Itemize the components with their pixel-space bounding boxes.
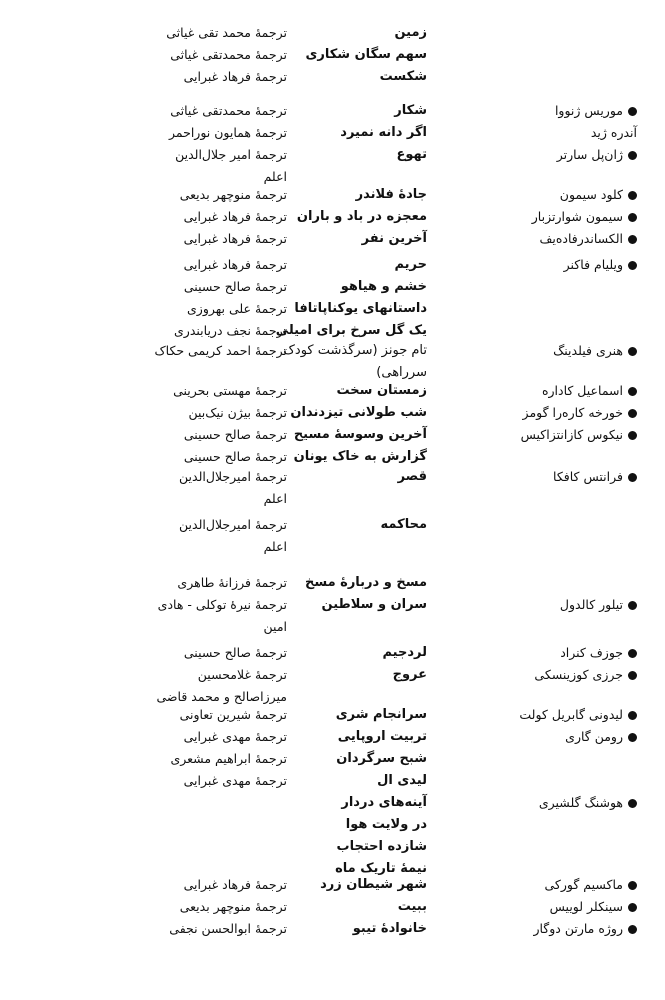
translator-credit: ترجمهٔ فرهاد غبرایی (183, 209, 287, 224)
author-label: اسماعیل کاداره (541, 383, 623, 398)
book-entry (0, 770, 665, 792)
translator-credit: ترجمهٔ شیرین تعاونی (179, 707, 287, 722)
book-title: نیمهٔ تاریک ماه (335, 861, 427, 876)
translator-credit: ترجمهٔ فرهاد غبرایی (183, 877, 287, 892)
author-label: تیلور کالدول (559, 597, 623, 612)
book-title: معجزه در باد و باران (296, 209, 427, 224)
author-label: جرزی کوزینسکی (534, 667, 623, 682)
book-entry (0, 228, 665, 250)
book-entry (0, 276, 665, 298)
translator-credit: ترجمهٔ فرهاد غبرایی (183, 231, 287, 246)
translator-credit: ترجمهٔ غلامحسین میرزاصالح و محمد قاضی (156, 667, 287, 704)
bullet-icon (628, 925, 637, 934)
bullet-icon (628, 107, 637, 116)
book-title: اگر دانه نمیرد (340, 125, 427, 140)
author-name (487, 254, 637, 276)
author-name (487, 466, 637, 488)
author-name (487, 874, 637, 896)
book-entry (0, 298, 665, 320)
bullet-icon (628, 347, 637, 356)
translator-credit: ترجمهٔ امیرجلال‌الدین اعلم (179, 469, 287, 506)
book-entry (0, 22, 665, 44)
book-title: زمین (394, 25, 427, 40)
author-label: الکساندرفاده‌یف (539, 231, 623, 246)
translator-credit: ترجمهٔ فرزانهٔ طاهری (177, 575, 287, 590)
author-name (487, 642, 637, 664)
translator-credit: ترجمهٔ علی بهروزی (187, 301, 287, 316)
translator-credit: ترجمهٔ احمد کریمی حکاک (154, 343, 287, 358)
author-label: هنری فیلدینگ (553, 343, 623, 358)
author-label: روژه مارتن دوگار (533, 921, 623, 936)
book-entry (0, 726, 665, 748)
author-name (487, 594, 637, 616)
author-name (487, 726, 637, 748)
book-entry (0, 340, 665, 380)
author-label: سیمون شوارتزبار (531, 209, 623, 224)
book-entry (0, 402, 665, 424)
book-entry (0, 320, 665, 342)
bullet-icon (628, 213, 637, 222)
book-title: تام جونز (سرگذشت کودک سرراهی) (283, 343, 427, 380)
book-title: عروج (392, 667, 427, 682)
book-title: شهر شیطان زرد (320, 877, 427, 892)
book-entry (0, 100, 665, 122)
bullet-icon (628, 235, 637, 244)
author-name (487, 792, 637, 814)
book-title: داستانهای یوکناپاتافا (294, 301, 427, 316)
author-name (487, 206, 637, 228)
book-entry (0, 380, 665, 402)
book-entry (0, 664, 665, 704)
author-name (487, 704, 637, 726)
book-title: مسخ و دربارهٔ مسخ (304, 575, 427, 590)
bullet-icon (628, 473, 637, 482)
translator-credit: ترجمهٔ صالح حسینی (183, 427, 287, 442)
book-entry (0, 704, 665, 726)
book-title: خشم و هیاهو (340, 279, 427, 294)
translator-credit: ترجمهٔ منوچهر بدیعی (179, 187, 287, 202)
book-title: سران و سلاطین (321, 597, 427, 612)
author-name (487, 184, 637, 206)
book-entry (0, 184, 665, 206)
book-title: شبح سرگردان (336, 751, 427, 766)
book-entry (0, 122, 665, 144)
author-name (487, 918, 637, 940)
book-entry (0, 254, 665, 276)
bullet-icon (628, 261, 637, 270)
author-name (487, 664, 637, 686)
author-name (487, 380, 637, 402)
book-title: زمستان سخت (336, 383, 427, 398)
bullet-icon (628, 409, 637, 418)
book-entry (0, 572, 665, 594)
translator-credit: ترجمهٔ محمدتقی غیاثی (170, 47, 287, 62)
book-entry (0, 792, 665, 814)
book-title: سهم سگان شکاری (305, 47, 427, 62)
bullet-icon (628, 431, 637, 440)
book-title: یک گل سرخ برای امیلی (275, 323, 427, 338)
book-title: حریم (394, 257, 427, 272)
author-label: کلود سیمون (559, 187, 623, 202)
author-label: جوزف کنراد (560, 645, 623, 660)
bullet-icon (628, 649, 637, 658)
book-title: لیدی ال (377, 773, 427, 788)
book-entry (0, 44, 665, 66)
book-title: آخرین نفر (361, 231, 427, 246)
translator-credit: ترجمهٔ ابراهیم مشعری (170, 751, 287, 766)
translator-credit: ترجمهٔ همایون نوراحمر (168, 125, 287, 140)
bullet-icon (628, 881, 637, 890)
translator-credit: ترجمهٔ ابوالحسن نجفی (169, 921, 287, 936)
translator-credit: ترجمهٔ فرهاد غبرایی (183, 257, 287, 272)
book-title: آخرین وسوسهٔ مسیح (293, 427, 427, 442)
book-entry (0, 748, 665, 770)
book-title: گزارش به خاک یونان (293, 449, 427, 464)
bullet-icon (628, 799, 637, 808)
bullet-icon (628, 151, 637, 160)
author-label: نیکوس کازانتزاکیس (520, 427, 623, 442)
book-title: در ولایت هوا (345, 817, 427, 832)
translator-credit: ترجمهٔ امیر جلال‌الدین اعلم (175, 147, 287, 184)
author-label: هوشنگ گلشیری (538, 795, 623, 810)
author-name (487, 144, 637, 166)
author-name (487, 340, 637, 362)
book-title: شکار (394, 103, 427, 118)
bullet-icon (628, 733, 637, 742)
translator-credit: ترجمهٔ فرهاد غبرایی (183, 69, 287, 84)
translator-credit: ترجمهٔ محمد تقی غیاثی (166, 25, 287, 40)
bullet-icon (628, 903, 637, 912)
book-entry (0, 206, 665, 228)
book-title: محاکمه (380, 517, 427, 532)
author-label: موریس ژنووا (554, 103, 623, 118)
bullet-icon (628, 191, 637, 200)
book-title: سرانجام شری (335, 707, 427, 722)
book-title: لردجیم (382, 645, 427, 660)
translator-credit: ترجمهٔ مهستی بحرینی (173, 383, 287, 398)
book-entry (0, 446, 665, 468)
book-entry (0, 66, 665, 88)
author-name (487, 100, 637, 122)
book-entry (0, 594, 665, 634)
translator-credit: ترجمهٔ نجف دریابندری (174, 323, 287, 338)
book-title: جادهٔ فلاندر (355, 187, 427, 202)
book-entry (0, 836, 665, 858)
book-entry (0, 642, 665, 664)
author-name (487, 896, 637, 918)
book-title: شازده احتجاب (336, 839, 427, 854)
author-label: خورخه کارەرا گومز (522, 405, 623, 420)
book-title: تربیت اروپایی (337, 729, 427, 744)
book-title: شکست (379, 69, 427, 84)
book-entry (0, 896, 665, 918)
book-entry (0, 424, 665, 446)
author-label: سینکلر لوییس (549, 899, 623, 914)
author-label: فرانتس کافکا (553, 469, 623, 484)
author-label: رومن گاری (565, 729, 623, 744)
author-label: ژان‌پل سارتر (556, 147, 623, 162)
author-name (487, 402, 637, 424)
book-title: ببیت (397, 899, 427, 914)
author-label: آندره ژید (590, 125, 637, 140)
translator-credit: ترجمهٔ صالح حسینی (183, 449, 287, 464)
author-name (487, 122, 637, 144)
bullet-icon (628, 711, 637, 720)
book-entry (0, 144, 665, 184)
translator-credit: ترجمهٔ بیژن نیک‌بین (188, 405, 287, 420)
author-name (487, 424, 637, 446)
translator-credit: ترجمهٔ صالح حسینی (183, 645, 287, 660)
author-label: ماکسیم گورکی (544, 877, 623, 892)
book-entry (0, 514, 665, 554)
translator-credit: ترجمهٔ منوچهر بدیعی (179, 899, 287, 914)
book-entry (0, 466, 665, 506)
author-label: لیدونی گابریل کولت (519, 707, 623, 722)
author-label: ویلیام فاکنر (563, 257, 623, 272)
book-entry (0, 874, 665, 896)
translator-credit: ترجمهٔ امیرجلال‌الدین اعلم (179, 517, 287, 554)
book-title: تهوع (396, 147, 427, 162)
translator-credit: ترجمهٔ نیرهٔ توکلی - هادی امین (157, 597, 287, 634)
bullet-icon (628, 671, 637, 680)
translator-credit: ترجمهٔ مهدی غبرایی (183, 729, 287, 744)
bullet-icon (628, 601, 637, 610)
book-title: قصر (397, 469, 427, 484)
translator-credit: ترجمهٔ مهدی غبرایی (183, 773, 287, 788)
book-entry (0, 918, 665, 940)
book-title: خانوادهٔ تیبو (352, 921, 427, 936)
bullet-icon (628, 387, 637, 396)
book-entry (0, 814, 665, 836)
translator-credit: ترجمهٔ صالح حسینی (183, 279, 287, 294)
book-title: شب طولانی تیزدندان (290, 405, 427, 420)
translator-credit: ترجمهٔ محمدتقی غیاثی (170, 103, 287, 118)
author-name (487, 228, 637, 250)
book-title: آینه‌های دردار (341, 795, 427, 810)
